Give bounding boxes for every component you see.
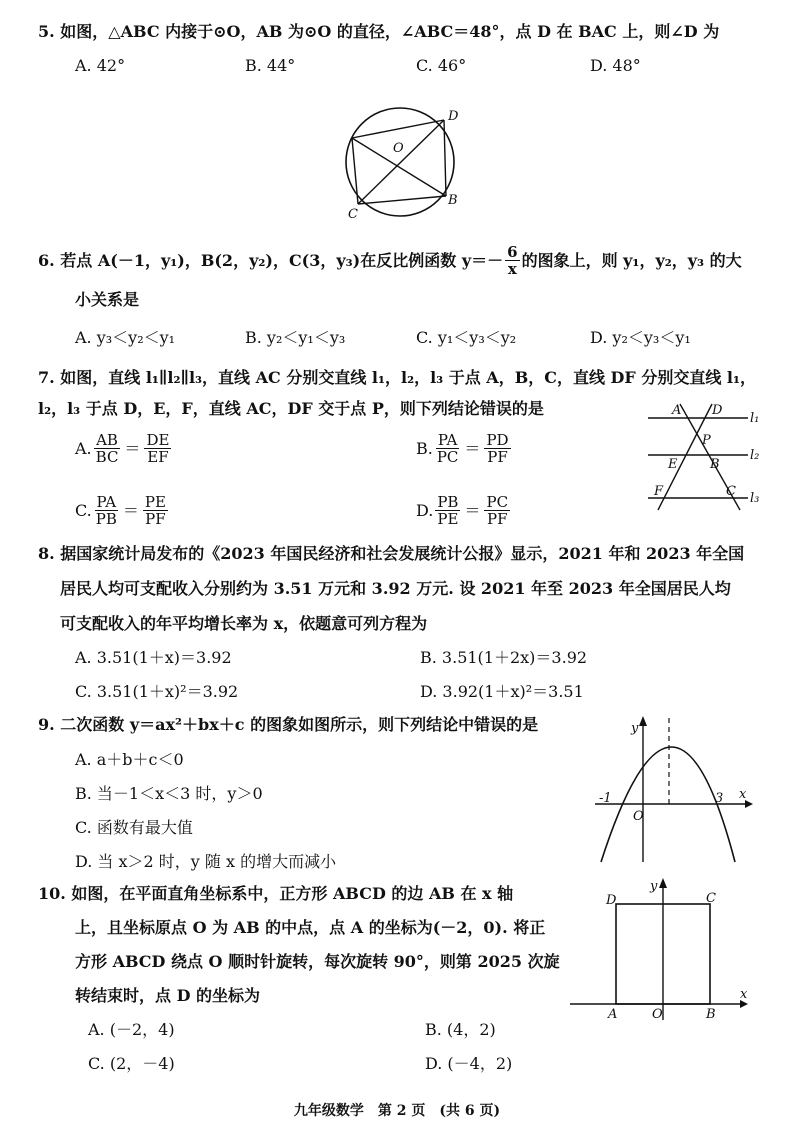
q7-d-n2: PC [486,493,509,511]
q8-stem-line3: 可支配收入的年平均增长率为 x，依题意可列方程为 [60,614,428,633]
q10-label-x: x [740,987,748,1002]
q7-label-p: P [702,433,711,448]
q5-option-c: C. 46° [416,56,467,75]
line-df [658,404,712,510]
q10-label-a: A [608,1007,618,1022]
q7-stem-line2: l₂，l₃ 于点 D，E，F，直线 AC，DF 交于点 P，则下列结论错误的是 [38,399,544,418]
q5-stem: 5. 如图，△ABC 内接于⊙O，AB 为⊙O 的直径，∠ABC＝48°，点 D 在 BAC 上，则∠D 为 [38,22,720,41]
q10-stem-line2: 上，且坐标原点 O 为 AB 的中点，点 A 的坐标为(－2，0). 将正 [75,918,546,937]
q6-option-a: A. y₃＜y₂＜y₁ [75,328,176,347]
q8-stem-line2: 居民人均可支配收入分别约为 3.51 万元和 3.92 万元. 设 2021 年至 2023 年全国居民人均 [60,579,731,598]
q5-label-b: B [448,193,458,208]
q5-option-b: B. 44° [245,56,296,75]
q10-option-d: D. (－4，2) [425,1054,513,1073]
q10-option-b: B. (4，2) [425,1020,496,1039]
q5-option-d: D. 48° [590,56,641,75]
q7-label-d: D [712,403,723,418]
q8-option-b: B. 3.51(1＋2x)＝3.92 [420,648,588,667]
q7-option-b-label: B. [416,438,433,458]
q7-label-l3: l₃ [750,491,760,506]
q6-option-c: C. y₁＜y₃＜y₂ [416,328,517,347]
q5-label-o: O [393,141,404,156]
q10-label-d: D [606,893,617,908]
chord-cb [358,196,446,204]
q7-label-c: C [726,484,736,499]
q10-square-figure [568,874,758,1024]
q9-label-3: 3 [715,791,724,806]
q9-label-x: x [739,787,747,802]
q10-stem-line3: 方形 ABCD 绕点 O 顺时针旋转，每次旋转 90°，则第 2025 次旋 [75,952,560,971]
q7-c-d1: PB [95,510,117,528]
q5-label-c: C [348,207,358,222]
q7-option-a-label: A. [75,438,92,458]
q10-label-y: y [650,879,658,894]
q8-option-d: D. 3.92(1＋x)²＝3.51 [420,682,584,701]
q7-option-c-label: C. [75,500,92,520]
q6-frac-den: x [507,260,517,278]
q7-c-n1: PA [96,493,117,511]
q9-label-o: O [633,809,644,824]
q10-label-o: O [652,1007,663,1022]
q8-option-a: A. 3.51(1＋x)＝3.92 [75,648,232,667]
q10-option-a: A. (－2，4) [88,1020,175,1039]
q7-label-l1: l₁ [750,411,760,426]
q7-a-eq: ＝ [124,438,141,458]
q10-stem-line1: 10. 如图，在平面直角坐标系中，正方形 ABCD 的边 AB 在 x 轴 [38,884,514,903]
q7-d-n1: PB [437,493,459,511]
q5-label-d: D [448,109,459,124]
q6-stem-before: 6. 若点 A(－1，y₁)，B(2，y₂)，C(3，y₃)在反比例函数 y＝－ [38,250,504,270]
q6-fraction [505,244,519,277]
q9-option-b: B. 当－1＜x＜3 时，y＞0 [75,784,263,803]
chord-dc [358,120,444,204]
q7-b-d2: PF [487,448,508,466]
q7-option-a [75,432,173,465]
q10-y-arrow [659,878,667,888]
q9-label-minus1: -1 [599,791,612,806]
q9-option-d: D. 当 x＞2 时，y 随 x 的增大而减小 [75,852,337,871]
q7-b-d1: PC [436,448,459,466]
q7-label-f: F [654,484,664,499]
q6-stem-line2: 小关系是 [75,290,140,309]
q7-d-eq: ＝ [464,500,481,520]
q7-option-b [416,432,513,465]
q7-a-d1: BC [95,448,119,466]
q7-a-n2: DE [146,431,170,449]
q7-option-c [75,494,170,527]
q6-frac-num: 6 [507,243,518,261]
q6-stem [38,244,742,277]
q7-b-eq: ＝ [464,438,481,458]
q7-a-n1: AB [96,431,118,449]
q10-label-c: C [706,891,716,906]
chord-db [444,120,446,196]
q8-option-c: C. 3.51(1＋x)²＝3.92 [75,682,239,701]
page-footer: 九年级数学 第 2 页 (共 6 页) [293,1103,501,1119]
q7-d-d2: PF [487,510,508,528]
q9-stem: 9. 二次函数 y＝ax²＋bx＋c 的图象如图所示，则下列结论中错误的是 [38,715,539,734]
q9-parabola-figure [595,712,760,870]
q6-option-b: B. y₂＜y₁＜y₃ [245,328,346,347]
q10-option-c: C. (2，－4) [88,1054,175,1073]
q7-label-l2: l₂ [750,448,760,463]
q7-b-n2: PD [486,431,509,449]
q6-stem-after: 的图象上，则 y₁，y₂，y₃ 的大 [521,250,742,270]
q7-label-b: B [710,457,720,472]
q7-label-a: A [672,403,682,418]
q7-stem-line1: 7. 如图，直线 l₁∥l₂∥l₃，直线 AC 分别交直线 l₁，l₂，l₃ 于点 A，B，C，直线 DF 分别交直线 l₁， [38,368,757,387]
q7-option-d [416,494,512,527]
chord-ac [352,138,358,204]
q9-option-c: C. 函数有最大值 [75,818,193,837]
q7-b-n1: PA [437,431,458,449]
q7-d-d1: PE [437,510,459,528]
q5-option-a: A. 42° [75,56,126,75]
q7-c-n2: PE [144,493,166,511]
q7-c-eq: ＝ [122,500,139,520]
q10-stem-line4: 转结束时，点 D 的坐标为 [75,986,261,1005]
chord-ad [352,120,444,138]
q7-label-e: E [668,457,678,472]
q7-parallel-lines-figure [640,398,765,518]
q9-label-y: y [631,721,639,736]
q5-circle-figure [330,100,470,230]
q7-c-d2: PF [145,510,166,528]
q10-label-b: B [706,1007,716,1022]
q9-y-arrow [639,716,647,726]
q7-option-d-label: D. [416,500,434,520]
q9-option-a: A. a＋b＋c＜0 [75,750,184,769]
q8-stem-line1: 8. 据国家统计局发布的《2023 年国民经济和社会发展统计公报》显示，2021 年和 2023 年全国 [38,544,745,563]
q6-option-d: D. y₂＜y₃＜y₁ [590,328,691,347]
q7-a-d2: EF [147,448,169,466]
